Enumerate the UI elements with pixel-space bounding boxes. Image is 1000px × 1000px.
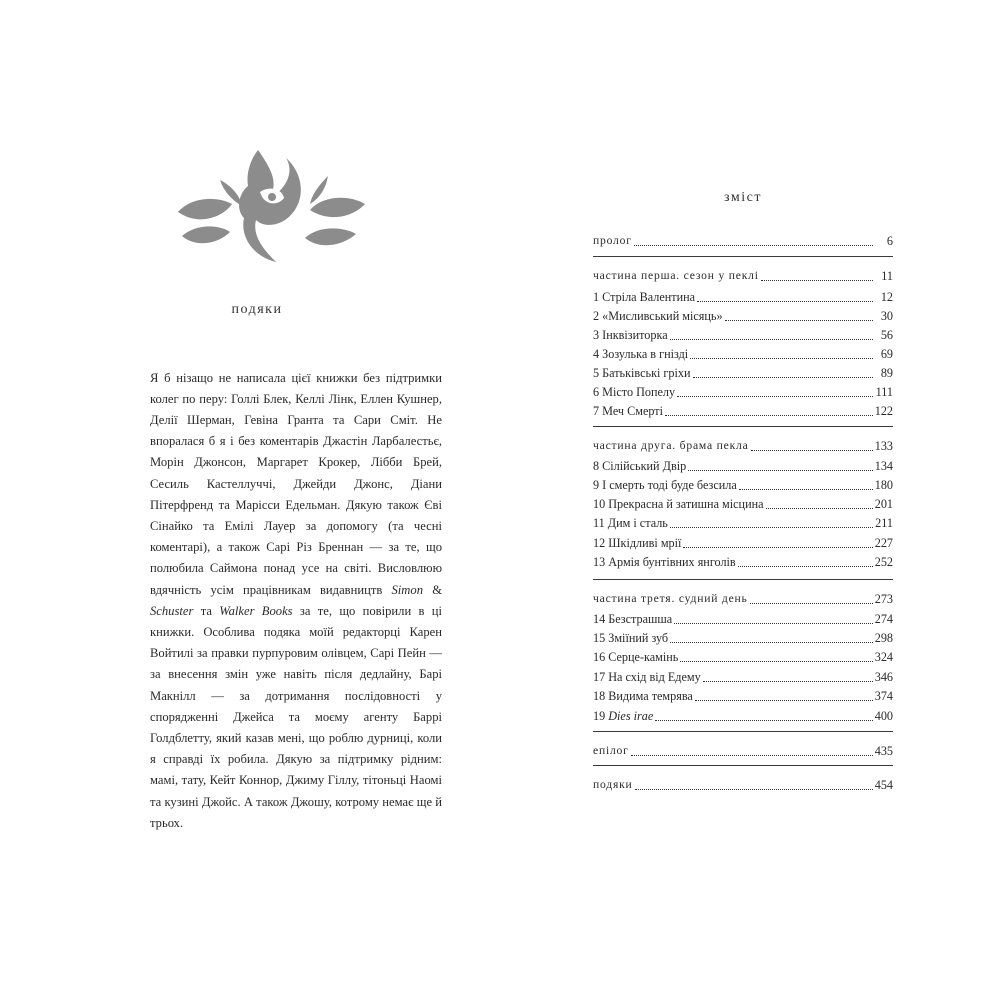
toc-entry-label: 18 Видима темрява [593, 689, 693, 703]
dot-leader [766, 507, 873, 509]
toc-page-number: 227 [874, 536, 893, 550]
dot-leader [697, 300, 873, 302]
toc-chapter-entry[interactable] [593, 630, 893, 646]
toc-page-number: 454 [874, 778, 893, 792]
toc-entry-label: подяки [593, 778, 633, 791]
toc-entry-label: 7 Меч Смерті [593, 404, 663, 418]
toc-chapter-entry[interactable] [593, 688, 893, 704]
toc-page-number: 69 [880, 347, 893, 361]
dot-leader [655, 719, 872, 721]
toc-page-number: 252 [874, 555, 893, 569]
toc-chapter-entry[interactable] [593, 384, 893, 400]
toc-page-number: 324 [874, 650, 893, 664]
dot-leader [680, 660, 872, 662]
toc-entry-label: 13 Армія бунтівних янголів [593, 555, 736, 569]
toc-page-number: 211 [875, 516, 893, 530]
dot-leader [693, 376, 873, 378]
toc-part-entry[interactable] [593, 743, 893, 759]
toc-chapter-entry[interactable] [593, 346, 893, 362]
toc-entry-label: 11 Дим і сталь [593, 516, 668, 530]
toc-entry-label: 4 Зозулька в гнізді [593, 347, 689, 361]
toc-chapter-entry[interactable] [593, 327, 893, 343]
toc-entry-label: частина перша. сезон у пеклі [593, 269, 759, 282]
dot-leader [665, 414, 873, 416]
toc-entry-label: 6 Місто Попелу [593, 385, 676, 399]
toc-page-number: 122 [874, 404, 893, 418]
dot-leader [631, 754, 873, 756]
toc-entry-label: пролог [593, 234, 632, 247]
dot-leader [688, 469, 873, 471]
toc-chapter-entry[interactable] [593, 477, 893, 493]
section-divider [593, 765, 893, 766]
toc-page-number: 400 [874, 709, 893, 723]
toc-page-number: 56 [880, 328, 893, 342]
toc-chapter-entry[interactable] [593, 515, 893, 531]
dot-leader [739, 488, 873, 490]
toc-chapter-entry[interactable] [593, 669, 893, 685]
toc-entry-label: 16 Серце-камінь [593, 650, 679, 664]
dot-leader [751, 449, 873, 451]
toc-entry-label: 15 Зміїний зуб [593, 631, 669, 645]
acknowledgements-text: Я б нізащо не написала цієї книжки без підтримки колег по перу: Голлі Блек, Келлі Лінк, Еллен Кушнер, Делії Шерман, Гевіна Гранта та Сари Сміт. Не впоралася б я і без коментарів Джастін Ларбалестьє, Морін Джонсон, Маргарет Крокер, Лібби Брей, Сесиль Кастеллуччі, Джейди Джонс, Діани Пітерфренд та Марісси Едельман. Дякую також Єві Сінайко та Емілі Лауер за допомогу (та чесні коментарі), а також Сарі Різ Бреннан — за те, що полюбила Саймона понад усе на світі. Висловлюю вдячність усім працівникам видавництв Simon & Schuster та Walker Books за те, що повірили в ці книжки. Особлива подяка моїй редакторці Карен Войтилі за правки пурпуровим олівцем, Сарі Пейн — за внесення змін уже навіть після дедлайну, Барі Макнілл — за дотримання послідовності у спорядженні Джейса та моєму агенту Баррі Голдблетту, який казав мені, що роблю дурниці, коли я справді їх робила. Дякую за підтримку рідним: мамі, тату, Кейт Коннор, Джиму Гіллу, тітоньці Наомі та кузині Джойс. А також Джошу, котрому немає ще й трьох. [150, 370, 443, 830]
dot-leader [703, 680, 873, 682]
toc-entry-label: 1 Стріла Валентина [593, 290, 696, 304]
toc-entry-label: 9 І смерть тоді буде безсила [593, 478, 737, 492]
dot-leader [635, 788, 873, 790]
toc-page-number: 134 [874, 459, 893, 473]
dot-leader [670, 338, 873, 340]
toc-entry-label: епілог [593, 744, 629, 757]
toc-page-number: 274 [874, 612, 893, 626]
toc-part-entry[interactable] [593, 777, 893, 793]
toc-page-number: 89 [880, 366, 893, 380]
toc-entry-label: 19 Dies irae [593, 709, 654, 723]
toc-part-entry[interactable] [593, 233, 893, 249]
toc-page-number: 11 [881, 269, 893, 283]
toc-page-number: 180 [874, 478, 893, 492]
toc-page-number: 435 [874, 744, 893, 758]
toc-entry-label: 3 Інквізиторка [593, 328, 668, 342]
section-divider [593, 256, 893, 257]
toc-chapter-entry[interactable] [593, 649, 893, 665]
dot-leader [670, 641, 873, 643]
toc-entry-label: 8 Сілійський Двір [593, 459, 687, 473]
toc-entry-label: 17 На схід від Едему [593, 670, 701, 684]
toc-page-number: 133 [874, 439, 893, 453]
toc-chapter-entry[interactable] [593, 535, 893, 551]
toc-page-number: 298 [874, 631, 893, 645]
dot-leader [690, 357, 873, 359]
toc-page-number: 6 [886, 234, 893, 248]
toc-entry-label: 5 Батьківські гріхи [593, 366, 691, 380]
dot-leader [677, 395, 873, 397]
section-divider [593, 731, 893, 732]
toc-page-number: 374 [874, 689, 893, 703]
toc-chapter-entry[interactable] [593, 554, 893, 570]
dot-leader [738, 565, 873, 567]
dot-leader [674, 622, 873, 624]
toc-page-number: 273 [874, 592, 893, 606]
toc-heading: зміст [724, 190, 762, 205]
dot-leader [634, 244, 873, 246]
rune-flourish-icon [160, 140, 380, 270]
toc-page-number: 201 [874, 497, 893, 511]
toc-entry-label: 10 Прекрасна й затишна місцина [593, 497, 764, 511]
toc-chapter-entry[interactable] [593, 496, 893, 512]
dot-leader [725, 319, 873, 321]
toc-page-number: 111 [875, 385, 893, 399]
toc-entry-label: частина третя. судний день [593, 592, 748, 605]
toc-chapter-entry[interactable] [593, 365, 893, 381]
toc-part-entry[interactable] [593, 268, 893, 284]
acknowledgements-heading: подяки [231, 302, 283, 317]
toc-chapter-entry[interactable] [593, 403, 893, 419]
toc-chapter-entry[interactable] [593, 308, 893, 324]
dot-leader [750, 602, 873, 604]
section-divider [593, 426, 893, 427]
toc-entry-label: 12 Шкідливі мрії [593, 536, 682, 550]
toc-chapter-entry[interactable] [593, 289, 893, 305]
toc-chapter-entry[interactable] [593, 708, 893, 724]
toc-part-entry[interactable] [593, 591, 893, 607]
toc-chapter-entry[interactable] [593, 458, 893, 474]
toc-page-number: 30 [880, 309, 893, 323]
dot-leader [695, 699, 873, 701]
toc-entry-label: частина друга. брама пекла [593, 439, 749, 452]
toc-part-entry[interactable] [593, 438, 893, 454]
dot-leader [761, 279, 873, 281]
dot-leader [670, 526, 873, 528]
toc-entry-label: 2 «Мисливський місяць» [593, 309, 723, 323]
toc-entry-label: 14 Безстрашша [593, 612, 673, 626]
toc-page-number: 12 [880, 290, 893, 304]
section-divider [593, 579, 893, 580]
dot-leader [683, 546, 872, 548]
toc-page-number: 346 [874, 670, 893, 684]
toc-chapter-entry[interactable] [593, 611, 893, 627]
